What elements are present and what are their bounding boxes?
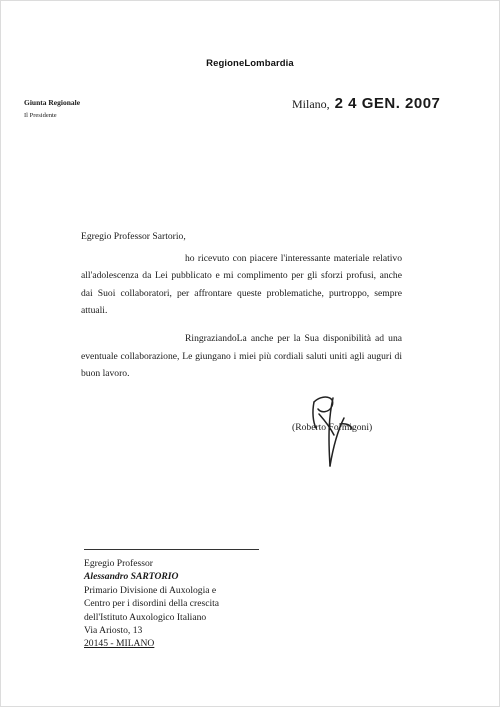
separator-line — [84, 549, 259, 550]
paragraph-1: ho ricevuto con piacere l'interessante materiale relativo all'adolescenza da Lei pubblicato e mi complimento per gli sforzi profusi, anche dai Suoi collaboratori, per affrontare queste problematiche, purtroppo, sempre attuali. — [81, 252, 402, 317]
recipient-city: 20145 - MILANO — [84, 638, 155, 650]
recipient-line-1: Primario Divisione di Auxologia e — [84, 584, 217, 596]
brand-logo: RegioneLombardia — [206, 58, 294, 69]
salutation: Egregio Professor Sartorio, — [81, 231, 186, 242]
recipient-street: Via Ariosto, 13 — [84, 625, 143, 637]
recipient-line-3: dell'Istituto Auxologico Italiano — [84, 611, 207, 623]
office-name: Giunta Regionale — [24, 98, 81, 107]
office-role: Il Presidente — [24, 112, 57, 119]
dateline — [292, 95, 440, 113]
signatory-name: (Roberto Formigoni) — [292, 422, 373, 433]
date-place: Milano, — [292, 97, 330, 111]
recipient-title: Egregio Professor — [84, 558, 154, 569]
date-stamp: 2 4 GEN. 2007 — [334, 95, 441, 112]
recipient-address — [84, 557, 219, 651]
paragraph-2: RingraziandoLa anche per la Sua disponibilità ad una eventuale collaborazione, Le giungano i miei più cordiali saluti uniti agli auguri di buon lavoro. — [81, 332, 402, 380]
recipient-line-2: Centro per i disordini della crescita — [84, 598, 220, 610]
letter-body — [81, 228, 402, 383]
recipient-name: Alessandro SARTORIO — [84, 571, 179, 583]
